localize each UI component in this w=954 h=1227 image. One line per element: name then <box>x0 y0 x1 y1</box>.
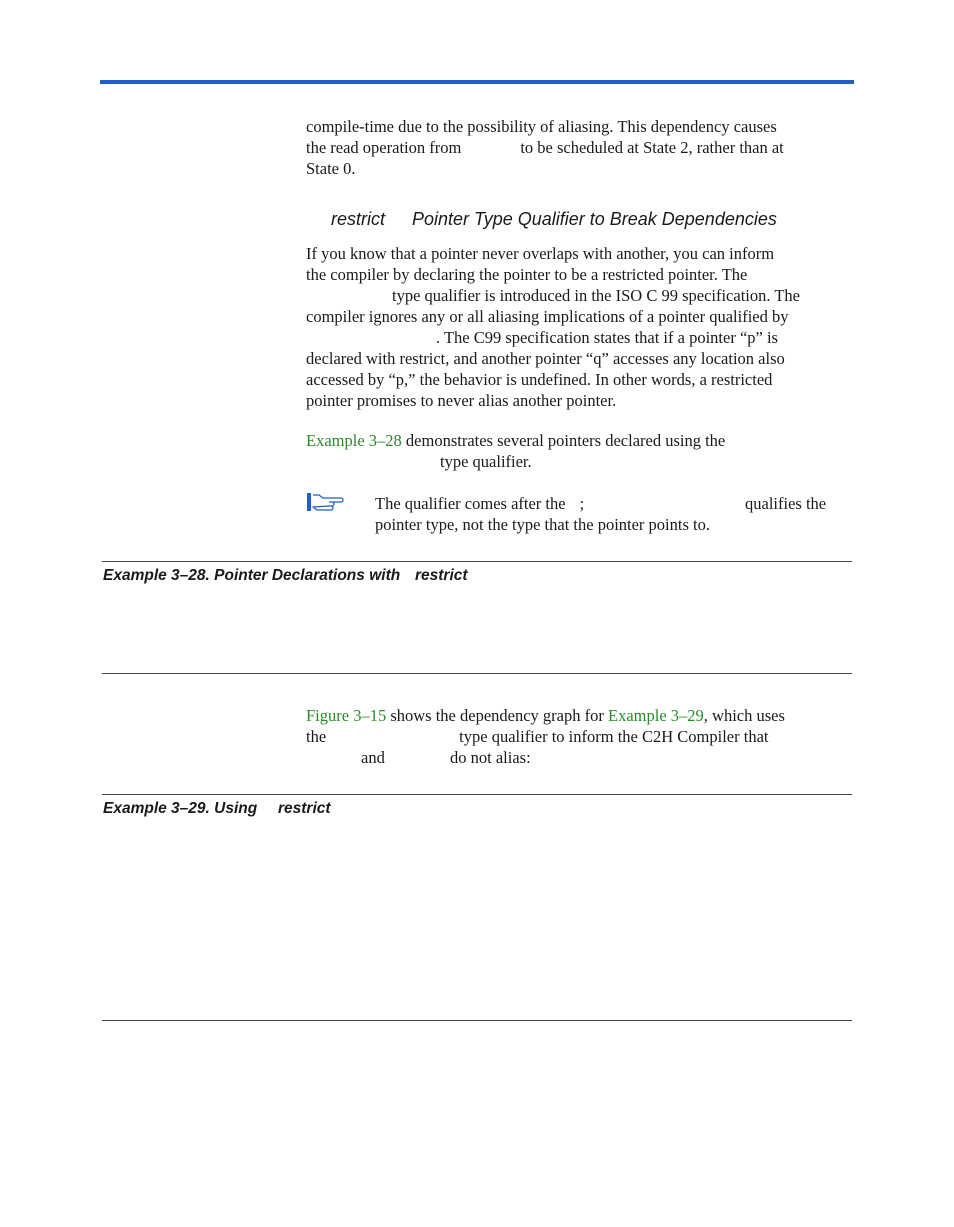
example-3-29-link[interactable]: Example 3–29 <box>608 706 704 725</box>
text-line: If you know that a pointer never overlaps with another, you can inform <box>306 244 775 263</box>
text-fragment: to be scheduled at State 2, rather than at <box>520 138 784 157</box>
example-3-29-caption: Example 3–29. Using <box>103 800 258 817</box>
text-line: State 0. <box>306 159 356 178</box>
text-fragment: and <box>361 748 385 767</box>
text-line: the compiler by declaring the pointer to be a restricted pointer. The <box>306 265 748 284</box>
text-line <box>306 726 851 747</box>
text-line: type qualifier. <box>440 452 532 471</box>
text-line: compile-time due to the possibility of aliasing. This dependency causes <box>306 117 777 136</box>
paragraph-dependency-graph <box>306 705 851 747</box>
text-line: compiler ignores any or all aliasing implications of a pointer qualified by <box>306 307 789 326</box>
text-line <box>306 430 851 451</box>
text-fragment: The qualifier comes after the <box>375 494 566 513</box>
note-fragment: qualifies the <box>745 494 827 513</box>
pointing-hand-icon <box>306 491 344 513</box>
text-line: pointer promises to never alias another pointer. <box>306 391 617 410</box>
text-line: type qualifier is introduced in the ISO C 99 specification. The <box>392 286 800 305</box>
text-line: accessed by “p,” the behavior is undefined. In other words, a restricted <box>306 370 773 389</box>
example-3-29-keyword: restrict <box>278 800 331 817</box>
text-fragment: type qualifier to inform the C2H Compiler that <box>459 727 769 746</box>
text-line <box>306 137 851 158</box>
text-line: pointer type, not the type that the pointer points to. <box>375 515 710 534</box>
example-3-28-link[interactable]: Example 3–28 <box>306 431 402 450</box>
example-3-28-caption: Example 3–28. Pointer Declarations with <box>103 567 401 584</box>
text-fragment: demonstrates several pointers declared using the <box>405 431 726 450</box>
paragraph-restrict <box>306 243 851 411</box>
text-fragment: the <box>306 727 327 746</box>
divider <box>102 561 852 562</box>
example-3-28-keyword: restrict <box>415 567 468 584</box>
paragraph-example-ref <box>306 430 851 472</box>
divider <box>102 1020 852 1021</box>
text-line: . The C99 specification states that if a pointer “p” is <box>436 328 778 347</box>
paragraph-aliasing <box>306 116 851 179</box>
subheading-keyword: restrict <box>331 209 385 229</box>
divider <box>102 794 852 795</box>
figure-3-15-link[interactable]: Figure 3–15 <box>306 706 387 725</box>
header-bar <box>100 80 854 84</box>
text-fragment: ; <box>579 494 585 513</box>
subheading-title: Pointer Type Qualifier to Break Dependencies <box>412 209 777 229</box>
text-fragment: do not alias: <box>450 748 531 767</box>
text-line <box>306 705 851 726</box>
text-fragment: the read operation from <box>306 138 462 157</box>
text-line: declared with restrict, and another pointer “q” accesses any location also <box>306 349 785 368</box>
text-fragment: shows the dependency graph for <box>390 706 604 725</box>
divider <box>102 673 852 674</box>
text-fragment: , which uses <box>703 706 785 725</box>
